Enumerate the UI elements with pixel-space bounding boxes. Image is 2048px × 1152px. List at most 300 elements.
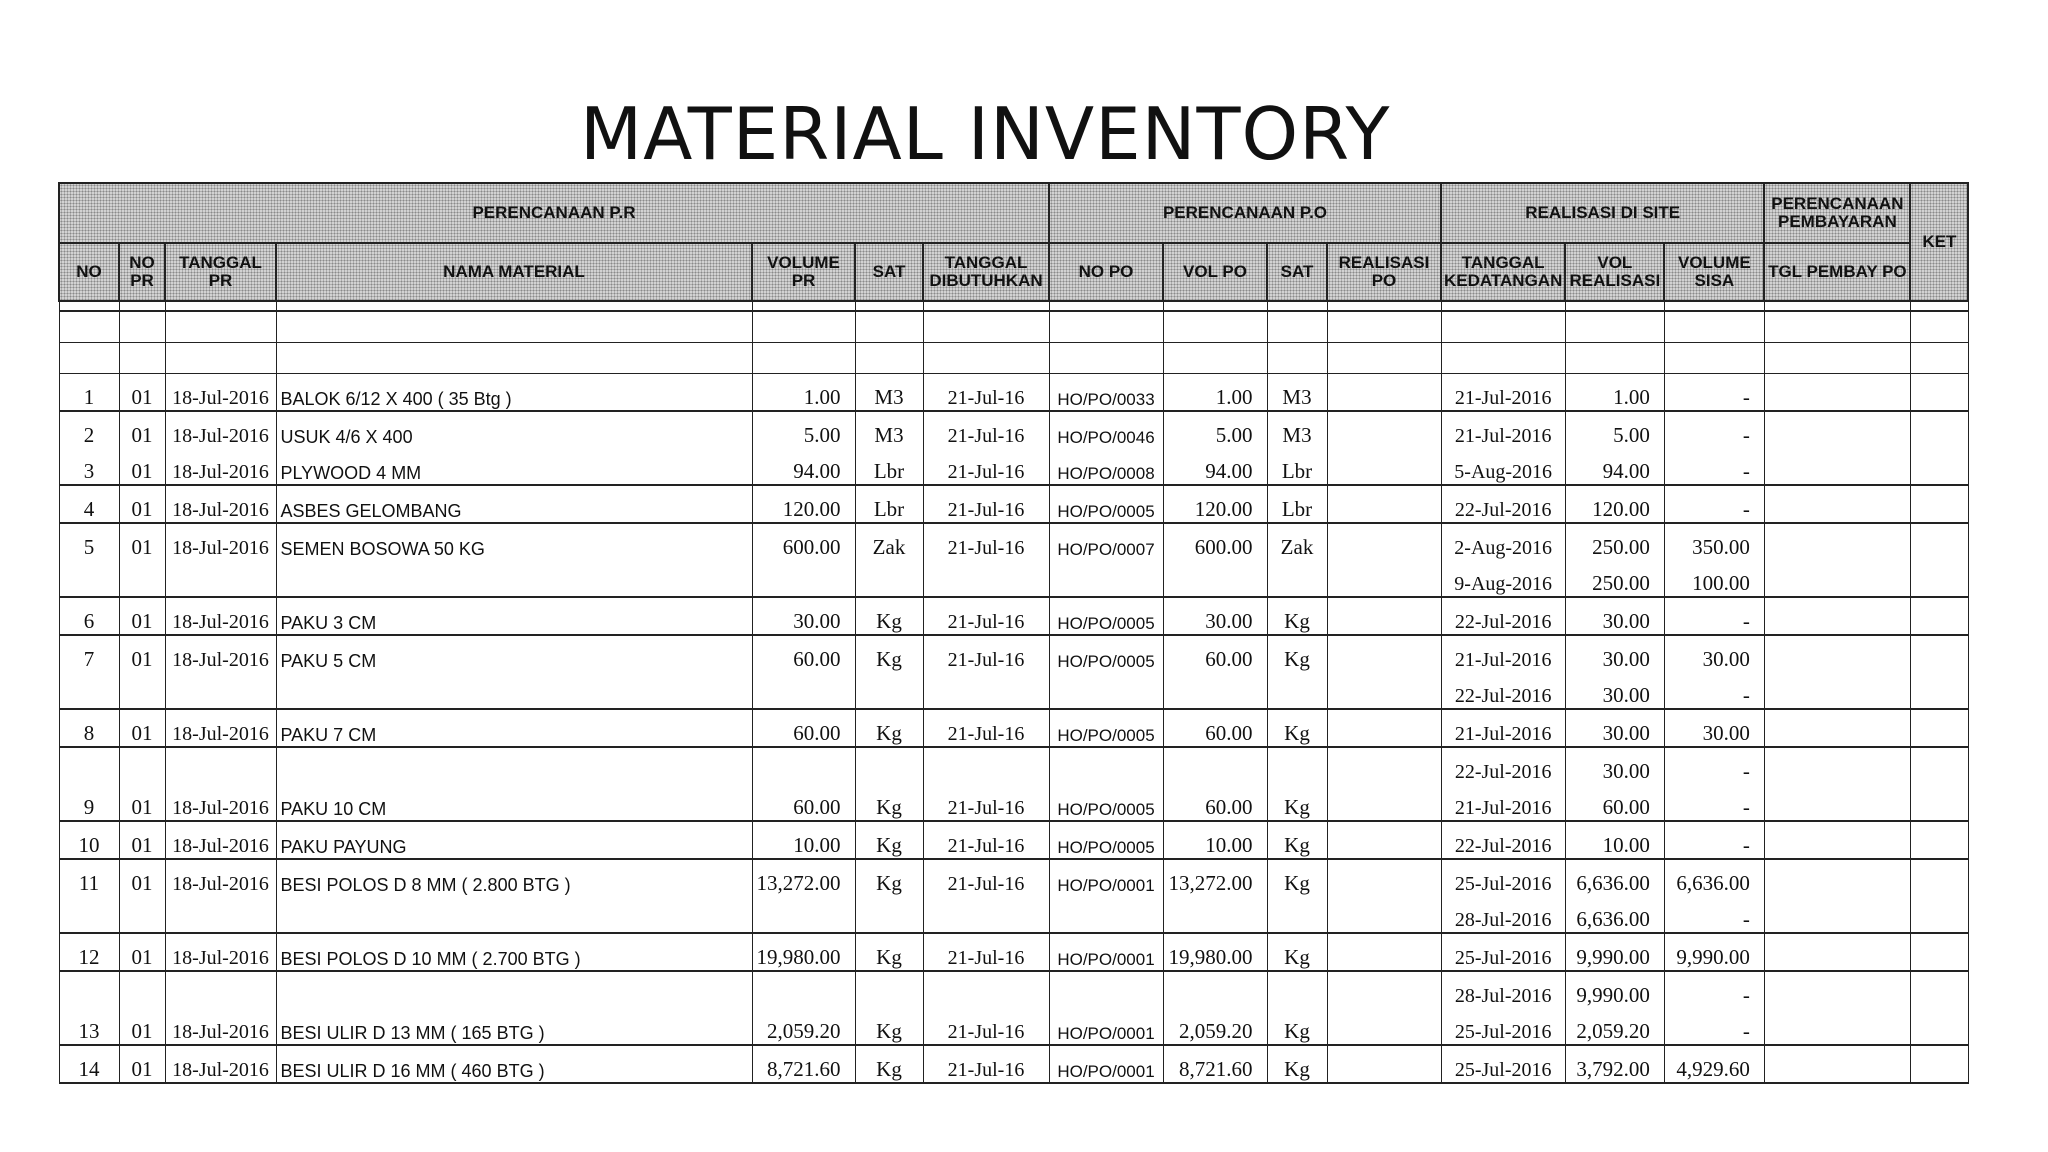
cell-volume-pr: 8,721.60: [752, 1045, 855, 1083]
cell-no: [59, 971, 119, 1008]
cell-vol-po: 13,272.00: [1163, 859, 1267, 896]
cell-volume-pr: 13,272.00: [752, 859, 855, 896]
cell-material: [276, 747, 752, 784]
cell-tgl-pembay-po: [1764, 1045, 1910, 1083]
cell-tgl-pembay-po: [1764, 672, 1910, 709]
cell-realisasi-po: [1327, 485, 1441, 523]
header-nama-material: NAMA MATERIAL: [276, 243, 752, 301]
cell-material: BESI ULIR D 13 MM ( 165 BTG ): [276, 1008, 752, 1045]
cell-vol-po: 1.00: [1163, 374, 1267, 412]
cell-tanggal-dibutuhkan: [923, 747, 1049, 784]
cell-no-pr: 01: [119, 523, 165, 560]
cell-tgl-pembay-po: [1764, 896, 1910, 933]
cell-sat-pr: Kg: [855, 1045, 923, 1083]
spacer-row: [59, 301, 1968, 311]
cell-tgl-pembay-po: [1764, 821, 1910, 859]
cell-tanggal-pr: 18-Jul-2016: [165, 1045, 276, 1083]
header-no-pr: NO PR: [119, 243, 165, 301]
cell-tanggal-pr: 18-Jul-2016: [165, 448, 276, 485]
header-volume-sisa: VOLUME SISA: [1664, 243, 1764, 301]
cell-tanggal-kedatangan: 22-Jul-2016: [1441, 747, 1565, 784]
cell-ket: [1910, 597, 1968, 635]
cell-sat-po: [1267, 971, 1327, 1008]
cell-sat-pr: M3: [855, 374, 923, 412]
cell-tanggal-dibutuhkan: 21-Jul-16: [923, 523, 1049, 560]
cell-volume-sisa: 9,990.00: [1664, 933, 1764, 971]
cell-vol-po: 10.00: [1163, 821, 1267, 859]
cell-tanggal-pr: 18-Jul-2016: [165, 709, 276, 747]
cell-vol-po: 60.00: [1163, 784, 1267, 821]
cell-tanggal-kedatangan: 28-Jul-2016: [1441, 896, 1565, 933]
cell-realisasi-po: [1327, 896, 1441, 933]
cell-tanggal-dibutuhkan: 21-Jul-16: [923, 821, 1049, 859]
cell-tanggal-kedatangan: 28-Jul-2016: [1441, 971, 1565, 1008]
cell-tanggal-dibutuhkan: 21-Jul-16: [923, 374, 1049, 412]
cell-tanggal-pr: 18-Jul-2016: [165, 821, 276, 859]
cell-tanggal-dibutuhkan: [923, 672, 1049, 709]
cell-no-pr: 01: [119, 485, 165, 523]
header-vol-realisasi: VOL REALISASI: [1565, 243, 1664, 301]
cell-volume-sisa: 100.00: [1664, 560, 1764, 597]
header-no: NO: [59, 243, 119, 301]
cell-no-pr: 01: [119, 784, 165, 821]
cell-material: [276, 896, 752, 933]
cell-volume-sisa: -: [1664, 485, 1764, 523]
group-perencanaan-po: PERENCANAAN P.O: [1049, 183, 1441, 243]
cell-tgl-pembay-po: [1764, 859, 1910, 896]
cell-ket: [1910, 747, 1968, 784]
cell-tgl-pembay-po: [1764, 933, 1910, 971]
cell-sat-po: [1267, 672, 1327, 709]
table-row: [59, 411, 1968, 448]
cell-realisasi-po: [1327, 597, 1441, 635]
cell-no: 3: [59, 448, 119, 485]
cell-no-po: [1049, 672, 1163, 709]
cell-no-pr: [119, 672, 165, 709]
cell-tanggal-kedatangan: 25-Jul-2016: [1441, 859, 1565, 896]
cell-tanggal-kedatangan: 21-Jul-2016: [1441, 635, 1565, 672]
table-row: [59, 821, 1968, 859]
table-row: [59, 709, 1968, 747]
cell-sat-pr: [855, 971, 923, 1008]
cell-no: 11: [59, 859, 119, 896]
cell-no-pr: 01: [119, 635, 165, 672]
cell-realisasi-po: [1327, 859, 1441, 896]
cell-no-po: [1049, 747, 1163, 784]
cell-tgl-pembay-po: [1764, 411, 1910, 448]
cell-realisasi-po: [1327, 523, 1441, 560]
cell-sat-po: [1267, 896, 1327, 933]
cell-material: PAKU 7 CM: [276, 709, 752, 747]
cell-realisasi-po: [1327, 709, 1441, 747]
cell-ket: [1910, 896, 1968, 933]
cell-vol-realisasi: 1.00: [1565, 374, 1664, 412]
cell-tanggal-kedatangan: 22-Jul-2016: [1441, 821, 1565, 859]
cell-sat-pr: Lbr: [855, 485, 923, 523]
cell-tanggal-kedatangan: 22-Jul-2016: [1441, 485, 1565, 523]
cell-realisasi-po: [1327, 1045, 1441, 1083]
table-row: [59, 971, 1968, 1008]
cell-no-pr: 01: [119, 709, 165, 747]
table-row: [59, 374, 1968, 412]
header-realisasi-po: REALISASI PO: [1327, 243, 1441, 301]
cell-tanggal-dibutuhkan: 21-Jul-16: [923, 635, 1049, 672]
spacer-row: [59, 343, 1968, 374]
cell-ket: [1910, 784, 1968, 821]
cell-tanggal-kedatangan: 25-Jul-2016: [1441, 933, 1565, 971]
cell-no-pr: 01: [119, 448, 165, 485]
cell-no: 12: [59, 933, 119, 971]
cell-tgl-pembay-po: [1764, 784, 1910, 821]
cell-ket: [1910, 971, 1968, 1008]
cell-sat-pr: Zak: [855, 523, 923, 560]
cell-tanggal-dibutuhkan: 21-Jul-16: [923, 597, 1049, 635]
cell-vol-realisasi: 6,636.00: [1565, 896, 1664, 933]
inventory-table: [58, 182, 1969, 1084]
cell-material: BESI POLOS D 10 MM ( 2.700 BTG ): [276, 933, 752, 971]
cell-volume-sisa: 30.00: [1664, 709, 1764, 747]
cell-material: SEMEN BOSOWA 50 KG: [276, 523, 752, 560]
table-row: [59, 523, 1968, 560]
cell-tanggal-pr: [165, 896, 276, 933]
cell-vol-po: 19,980.00: [1163, 933, 1267, 971]
cell-tanggal-dibutuhkan: 21-Jul-16: [923, 485, 1049, 523]
cell-tanggal-kedatangan: 21-Jul-2016: [1441, 709, 1565, 747]
table-row: [59, 933, 1968, 971]
cell-no: 1: [59, 374, 119, 412]
cell-no: 10: [59, 821, 119, 859]
cell-no-po: HO/PO/0005: [1049, 784, 1163, 821]
cell-no: 8: [59, 709, 119, 747]
cell-vol-po: [1163, 896, 1267, 933]
cell-ket: [1910, 374, 1968, 412]
cell-sat-po: Kg: [1267, 1045, 1327, 1083]
cell-no-pr: [119, 560, 165, 597]
cell-volume-sisa: 350.00: [1664, 523, 1764, 560]
cell-ket: [1910, 448, 1968, 485]
cell-tanggal-kedatangan: 21-Jul-2016: [1441, 784, 1565, 821]
cell-material: [276, 971, 752, 1008]
cell-vol-realisasi: 30.00: [1565, 747, 1664, 784]
cell-no-po: HO/PO/0005: [1049, 485, 1163, 523]
table-row: [59, 747, 1968, 784]
cell-realisasi-po: [1327, 1008, 1441, 1045]
cell-tanggal-pr: [165, 971, 276, 1008]
cell-volume-pr: 60.00: [752, 709, 855, 747]
cell-vol-po: 94.00: [1163, 448, 1267, 485]
cell-no: 5: [59, 523, 119, 560]
cell-no-po: HO/PO/0001: [1049, 933, 1163, 971]
cell-volume-sisa: -: [1664, 747, 1764, 784]
cell-sat-pr: Kg: [855, 933, 923, 971]
cell-no-pr: 01: [119, 1045, 165, 1083]
cell-tanggal-kedatangan: 9-Aug-2016: [1441, 560, 1565, 597]
cell-tgl-pembay-po: [1764, 747, 1910, 784]
header-sat-pr: SAT: [855, 243, 923, 301]
cell-volume-sisa: -: [1664, 784, 1764, 821]
cell-volume-sisa: 30.00: [1664, 635, 1764, 672]
cell-ket: [1910, 1045, 1968, 1083]
cell-sat-po: M3: [1267, 374, 1327, 412]
table-row: [59, 672, 1968, 709]
cell-material: BESI ULIR D 16 MM ( 460 BTG ): [276, 1045, 752, 1083]
cell-tanggal-pr: 18-Jul-2016: [165, 1008, 276, 1045]
cell-volume-sisa: 4,929.60: [1664, 1045, 1764, 1083]
cell-no: [59, 896, 119, 933]
cell-no-po: HO/PO/0001: [1049, 859, 1163, 896]
cell-tanggal-kedatangan: 21-Jul-2016: [1441, 374, 1565, 412]
cell-material: BALOK 6/12 X 400 ( 35 Btg ): [276, 374, 752, 412]
cell-vol-realisasi: 120.00: [1565, 485, 1664, 523]
cell-no: [59, 560, 119, 597]
cell-sat-pr: M3: [855, 411, 923, 448]
cell-tanggal-dibutuhkan: 21-Jul-16: [923, 709, 1049, 747]
cell-material: USUK 4/6 X 400: [276, 411, 752, 448]
cell-no: 6: [59, 597, 119, 635]
cell-volume-pr: 19,980.00: [752, 933, 855, 971]
cell-tanggal-dibutuhkan: [923, 560, 1049, 597]
cell-tanggal-pr: [165, 672, 276, 709]
cell-realisasi-po: [1327, 933, 1441, 971]
cell-vol-realisasi: 30.00: [1565, 597, 1664, 635]
cell-volume-sisa: -: [1664, 896, 1764, 933]
cell-tanggal-kedatangan: 25-Jul-2016: [1441, 1008, 1565, 1045]
cell-vol-po: 60.00: [1163, 635, 1267, 672]
group-perencanaan-pembayaran: PERENCANAAN PEMBAYARAN: [1764, 183, 1910, 243]
cell-volume-pr: 94.00: [752, 448, 855, 485]
cell-tgl-pembay-po: [1764, 971, 1910, 1008]
cell-vol-realisasi: 94.00: [1565, 448, 1664, 485]
cell-vol-realisasi: 30.00: [1565, 635, 1664, 672]
cell-sat-po: [1267, 560, 1327, 597]
cell-material: PAKU 10 CM: [276, 784, 752, 821]
cell-sat-po: Kg: [1267, 1008, 1327, 1045]
cell-sat-po: Kg: [1267, 597, 1327, 635]
cell-ket: [1910, 1008, 1968, 1045]
cell-ket: [1910, 859, 1968, 896]
cell-tanggal-kedatangan: 22-Jul-2016: [1441, 672, 1565, 709]
cell-sat-pr: [855, 560, 923, 597]
cell-tanggal-pr: 18-Jul-2016: [165, 597, 276, 635]
cell-ket: [1910, 523, 1968, 560]
cell-vol-realisasi: 5.00: [1565, 411, 1664, 448]
cell-no: [59, 747, 119, 784]
cell-tanggal-pr: [165, 560, 276, 597]
cell-no-pr: 01: [119, 933, 165, 971]
cell-tanggal-pr: 18-Jul-2016: [165, 859, 276, 896]
cell-tanggal-kedatangan: 2-Aug-2016: [1441, 523, 1565, 560]
cell-volume-pr: [752, 560, 855, 597]
cell-no-po: HO/PO/0033: [1049, 374, 1163, 412]
cell-no: 2: [59, 411, 119, 448]
cell-material: BESI POLOS D 8 MM ( 2.800 BTG ): [276, 859, 752, 896]
table-row: [59, 896, 1968, 933]
cell-no: 4: [59, 485, 119, 523]
cell-sat-pr: Kg: [855, 709, 923, 747]
cell-no-pr: 01: [119, 411, 165, 448]
cell-sat-po: M3: [1267, 411, 1327, 448]
cell-volume-sisa: -: [1664, 597, 1764, 635]
cell-sat-po: Kg: [1267, 709, 1327, 747]
cell-volume-pr: [752, 747, 855, 784]
cell-vol-po: 5.00: [1163, 411, 1267, 448]
cell-tanggal-pr: 18-Jul-2016: [165, 411, 276, 448]
cell-tgl-pembay-po: [1764, 523, 1910, 560]
cell-tanggal-dibutuhkan: 21-Jul-16: [923, 1045, 1049, 1083]
cell-vol-realisasi: 250.00: [1565, 560, 1664, 597]
cell-no-pr: 01: [119, 859, 165, 896]
cell-material: PAKU 3 CM: [276, 597, 752, 635]
cell-tanggal-kedatangan: 22-Jul-2016: [1441, 597, 1565, 635]
cell-realisasi-po: [1327, 971, 1441, 1008]
header-tgl-pembay-po: TGL PEMBAY PO: [1764, 243, 1910, 301]
cell-realisasi-po: [1327, 672, 1441, 709]
cell-volume-pr: 600.00: [752, 523, 855, 560]
cell-vol-po: 60.00: [1163, 709, 1267, 747]
cell-vol-realisasi: 3,792.00: [1565, 1045, 1664, 1083]
cell-vol-po: [1163, 747, 1267, 784]
cell-tanggal-kedatangan: 21-Jul-2016: [1441, 411, 1565, 448]
cell-sat-po: Kg: [1267, 933, 1327, 971]
cell-vol-realisasi: 10.00: [1565, 821, 1664, 859]
cell-volume-sisa: -: [1664, 672, 1764, 709]
header-vol-po: VOL PO: [1163, 243, 1267, 301]
cell-no: 9: [59, 784, 119, 821]
cell-sat-pr: [855, 896, 923, 933]
cell-volume-sisa: -: [1664, 1008, 1764, 1045]
cell-realisasi-po: [1327, 784, 1441, 821]
cell-tgl-pembay-po: [1764, 709, 1910, 747]
cell-tanggal-dibutuhkan: [923, 971, 1049, 1008]
cell-no-po: HO/PO/0005: [1049, 821, 1163, 859]
spacer-row: [59, 311, 1968, 343]
cell-volume-pr: [752, 896, 855, 933]
cell-vol-po: 120.00: [1163, 485, 1267, 523]
cell-vol-po: 8,721.60: [1163, 1045, 1267, 1083]
table-row: [59, 448, 1968, 485]
header-sat-po: SAT: [1267, 243, 1327, 301]
cell-vol-realisasi: 9,990.00: [1565, 933, 1664, 971]
cell-vol-po: [1163, 560, 1267, 597]
cell-tanggal-kedatangan: 5-Aug-2016: [1441, 448, 1565, 485]
cell-sat-pr: [855, 747, 923, 784]
cell-tgl-pembay-po: [1764, 448, 1910, 485]
cell-tgl-pembay-po: [1764, 560, 1910, 597]
cell-material: [276, 560, 752, 597]
cell-volume-pr: [752, 672, 855, 709]
cell-realisasi-po: [1327, 821, 1441, 859]
cell-sat-pr: Kg: [855, 784, 923, 821]
cell-sat-po: Kg: [1267, 635, 1327, 672]
cell-tanggal-pr: 18-Jul-2016: [165, 374, 276, 412]
table-row: [59, 597, 1968, 635]
cell-volume-pr: 2,059.20: [752, 1008, 855, 1045]
cell-vol-realisasi: 6,636.00: [1565, 859, 1664, 896]
cell-volume-sisa: -: [1664, 411, 1764, 448]
cell-no-po: [1049, 971, 1163, 1008]
cell-volume-pr: 120.00: [752, 485, 855, 523]
cell-no-po: HO/PO/0046: [1049, 411, 1163, 448]
cell-no: [59, 672, 119, 709]
cell-realisasi-po: [1327, 448, 1441, 485]
cell-tgl-pembay-po: [1764, 597, 1910, 635]
cell-volume-pr: 1.00: [752, 374, 855, 412]
cell-no-pr: [119, 896, 165, 933]
header-tanggal-pr: TANGGAL PR: [165, 243, 276, 301]
cell-sat-pr: Lbr: [855, 448, 923, 485]
cell-tanggal-dibutuhkan: [923, 896, 1049, 933]
cell-vol-realisasi: 30.00: [1565, 709, 1664, 747]
cell-tanggal-pr: [165, 747, 276, 784]
cell-realisasi-po: [1327, 635, 1441, 672]
cell-sat-pr: [855, 672, 923, 709]
header-column-row: [59, 243, 1968, 301]
cell-no-po: HO/PO/0001: [1049, 1045, 1163, 1083]
cell-sat-pr: Kg: [855, 859, 923, 896]
cell-tanggal-pr: 18-Jul-2016: [165, 485, 276, 523]
cell-tgl-pembay-po: [1764, 485, 1910, 523]
cell-no-po: HO/PO/0005: [1049, 597, 1163, 635]
table-row: [59, 485, 1968, 523]
cell-ket: [1910, 672, 1968, 709]
cell-tanggal-pr: 18-Jul-2016: [165, 523, 276, 560]
cell-vol-po: 30.00: [1163, 597, 1267, 635]
cell-volume-pr: 5.00: [752, 411, 855, 448]
cell-tanggal-dibutuhkan: 21-Jul-16: [923, 784, 1049, 821]
cell-sat-po: Lbr: [1267, 485, 1327, 523]
cell-sat-po: [1267, 747, 1327, 784]
cell-ket: [1910, 635, 1968, 672]
cell-sat-po: Lbr: [1267, 448, 1327, 485]
cell-realisasi-po: [1327, 411, 1441, 448]
cell-realisasi-po: [1327, 747, 1441, 784]
cell-no-pr: 01: [119, 597, 165, 635]
cell-ket: [1910, 485, 1968, 523]
cell-tanggal-dibutuhkan: 21-Jul-16: [923, 1008, 1049, 1045]
table-row: [59, 1045, 1968, 1083]
table-row: [59, 560, 1968, 597]
cell-no-po: [1049, 560, 1163, 597]
cell-no-po: HO/PO/0005: [1049, 709, 1163, 747]
cell-tanggal-dibutuhkan: 21-Jul-16: [923, 411, 1049, 448]
cell-ket: [1910, 933, 1968, 971]
inventory-sheet: [58, 182, 1969, 1084]
cell-sat-pr: Kg: [855, 1008, 923, 1045]
header-tanggal-dibutuhkan: TANGGAL DIBUTUHKAN: [923, 243, 1049, 301]
cell-volume-sisa: -: [1664, 374, 1764, 412]
cell-no: 13: [59, 1008, 119, 1045]
cell-tanggal-pr: 18-Jul-2016: [165, 635, 276, 672]
cell-ket: [1910, 411, 1968, 448]
cell-volume-pr: 30.00: [752, 597, 855, 635]
cell-no: 7: [59, 635, 119, 672]
header-volume-pr: VOLUME PR: [752, 243, 855, 301]
cell-no-pr: [119, 747, 165, 784]
cell-sat-po: Kg: [1267, 784, 1327, 821]
cell-volume-pr: 60.00: [752, 635, 855, 672]
cell-sat-pr: Kg: [855, 635, 923, 672]
cell-material: PAKU 5 CM: [276, 635, 752, 672]
cell-tgl-pembay-po: [1764, 374, 1910, 412]
cell-no-po: HO/PO/0007: [1049, 523, 1163, 560]
table-row: [59, 635, 1968, 672]
cell-no-pr: 01: [119, 374, 165, 412]
group-realisasi-site: REALISASI DI SITE: [1441, 183, 1764, 243]
cell-no: 14: [59, 1045, 119, 1083]
cell-sat-pr: Kg: [855, 597, 923, 635]
cell-material: [276, 672, 752, 709]
cell-tanggal-dibutuhkan: 21-Jul-16: [923, 859, 1049, 896]
